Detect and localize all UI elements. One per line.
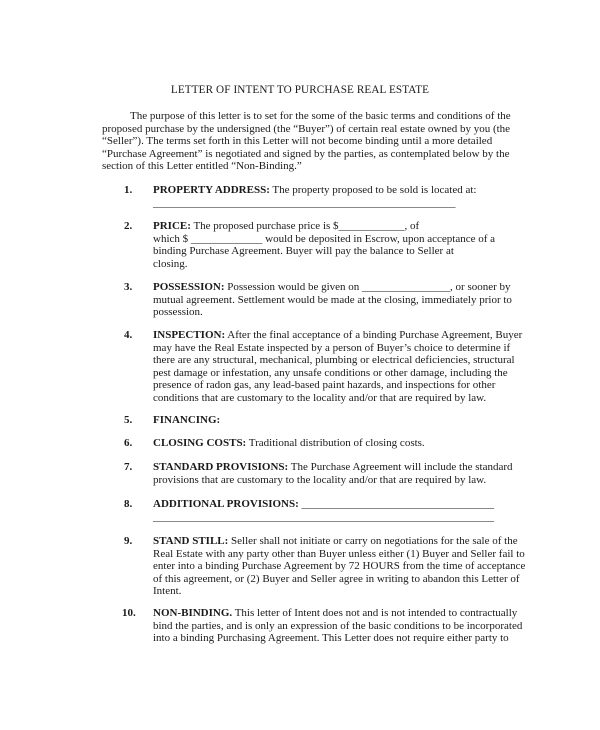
section-number: 8. [124,498,133,510]
section-text: Traditional distribution of closing costs. [246,437,425,449]
section-text: The Purchase Agreement will include the standard [288,461,513,473]
section-heading: PROPERTY ADDRESS: [153,184,270,196]
section-text: The proposed purchase price is $____________, of [190,220,420,232]
section-text: conditions that are customary to the locality and/or that are required by law. [153,391,487,404]
intro-line: “Purchase Agreement” is negotiated and signed by the parties, as contemplated below by the [102,147,510,160]
section-number: 4. [124,329,133,341]
section-number: 3. [124,281,133,293]
document-title: LETTER OF INTENT TO PURCHASE REAL ESTATE [170,84,430,96]
section-text: Possession would be given on ________________, or sooner by [224,281,511,293]
section-heading: PRICE: [153,220,191,232]
section-number: 9. [124,535,133,547]
intro-paragraph [102,110,511,173]
section-text: possession. [153,306,203,319]
section-heading: POSSESSION: [153,281,225,293]
section-heading: ADDITIONAL PROVISIONS: [153,498,299,510]
section-text: mutual agreement. Settlement would be made at the closing, immediately prior to [153,293,512,306]
section-text: provisions that are customary to the locality and/or that are required by law. [153,473,487,486]
section-text: ___________________________________ [298,498,495,510]
section-text: The property proposed to be sold is located at: [269,184,477,196]
section-text: Seller shall not initiate or carry on negotiations for the sale of the [228,535,518,547]
intro-line: proposed purchase by the undersigned (the “Buyer”) of certain real estate owned by you (the [102,122,511,135]
section-text: closing. [153,257,188,270]
intro-line: section of this Letter entitled “Non-Binding.” [102,160,302,173]
section-heading: STANDARD PROVISIONS: [153,461,289,473]
section-heading: NON-BINDING. [153,607,233,619]
section-heading: INSPECTION: [153,329,226,341]
section-number: 2. [124,220,133,232]
section-text: After the final acceptance of a binding Purchase Agreement, Buyer [225,329,523,341]
section-text: Intent. [153,585,182,598]
section-text: Real Estate with any party other than Buyer unless either (1) Buyer and Seller fail to [153,547,525,560]
section-text: enter into a binding Purchase Agreement by 72 HOURS from the time of acceptance [153,560,526,573]
section-text: into a binding Purchasing Agreement. This Letter does not require either party to [153,632,509,645]
section-heading: FINANCING: [153,414,221,426]
section-text: presence of radon gas, any lead-based paint hazards, and inspections for other [153,379,496,392]
section-number: 7. [124,461,133,473]
section-text: ______________________________________________________________ [153,510,494,523]
section-number: 1. [124,184,133,196]
section-number: 6. [124,437,133,449]
section-text: bind the parties, and is only an expression of the basic conditions to be incorporated [153,619,523,632]
section-number: 10. [122,607,136,619]
section-text: may have the Real Estate inspected by a person of Buyer’s choice to determine if [153,341,511,354]
intro-line: “Seller”). The terms set forth in this Letter will not become binding until a more detailed [102,135,493,148]
section-heading: STAND STILL: [153,535,229,547]
section-text: of this agreement, or (2) Buyer and Seller agree in writing to abandon this Letter of [153,572,520,585]
section-text: which $ _____________ would be deposited in Escrow, upon acceptance of a [153,232,496,245]
section-text: This letter of Intent does not and is not intended to contractually [232,607,518,619]
section-text: pest damage or infestation, any unsafe conditions or other damage, including the [153,366,508,379]
section-number: 5. [124,414,133,426]
section-text: there are any structural, mechanical, plumbing or electrical deficiencies, structural [153,354,515,367]
intro-line: The purpose of this letter is to set for the some of the basic terms and conditions of the [130,110,511,122]
section-heading: CLOSING COSTS: [153,437,247,449]
section-text: binding Purchase Agreement. Buyer will pay the balance to Seller at [153,245,454,258]
section-text: _______________________________________________________ [153,196,456,209]
